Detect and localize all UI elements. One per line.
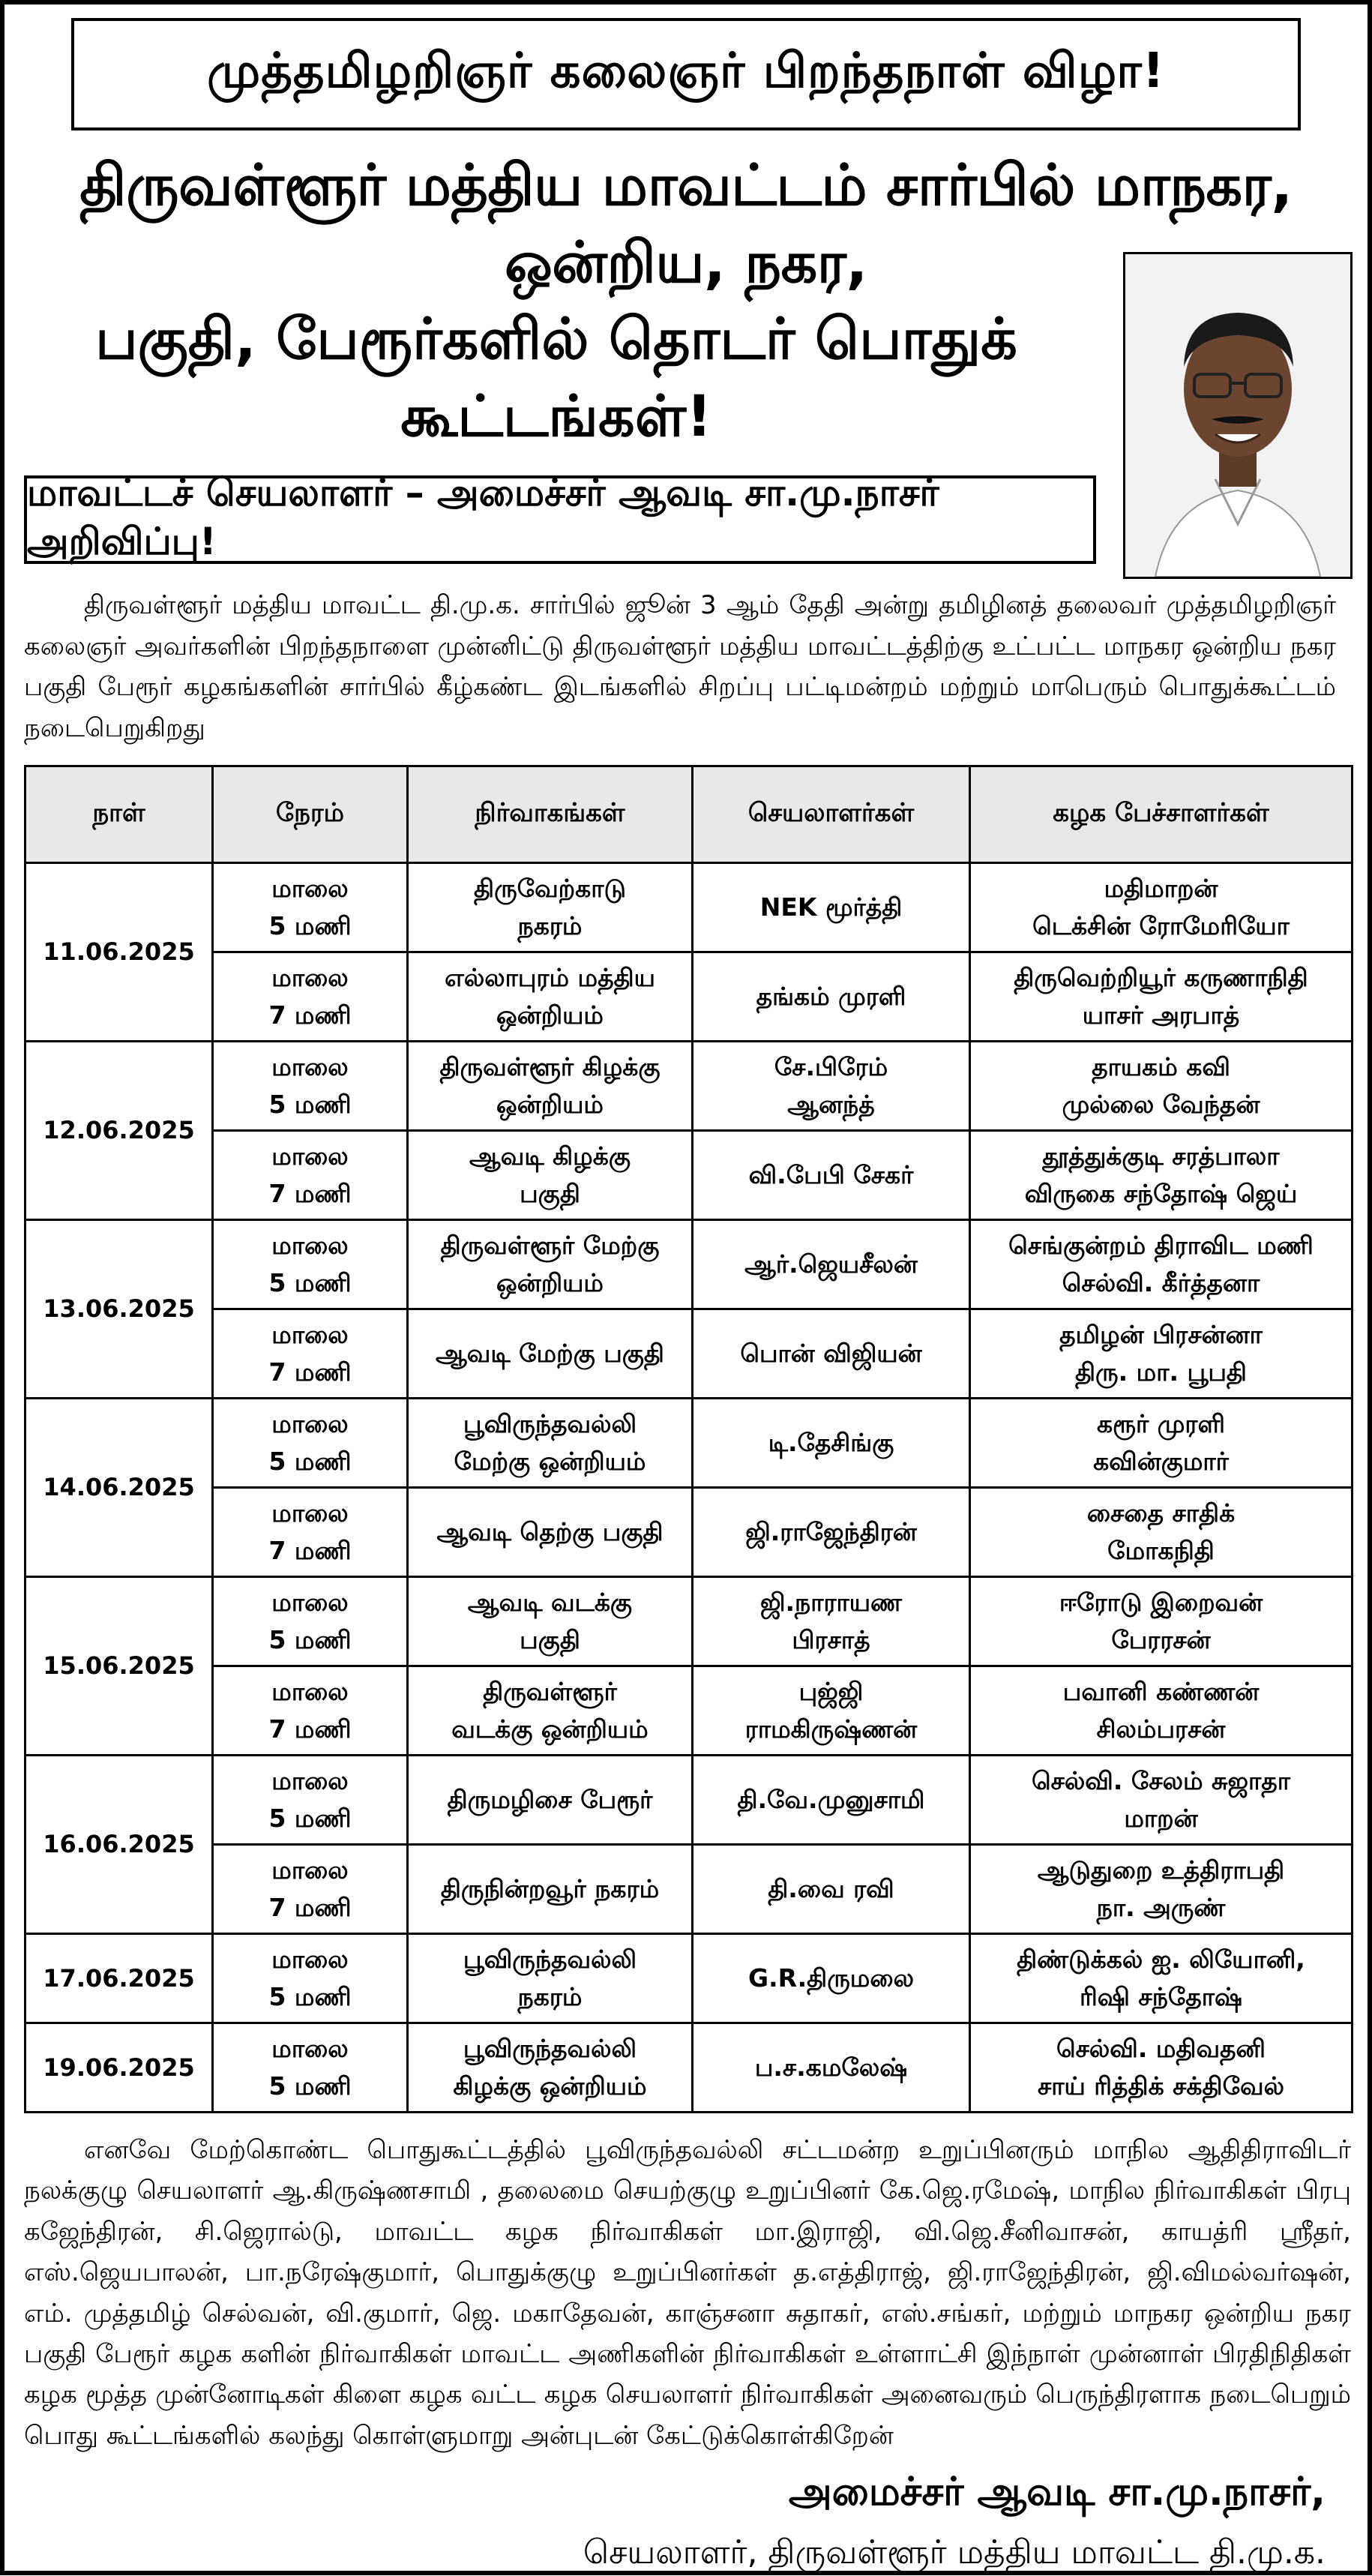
schedule-body: [25, 862, 1353, 2112]
speakers-cell: [970, 1755, 1353, 1844]
unit-cell-line: ஆவடி வடக்கு: [467, 1588, 633, 1618]
secretary-cell: [693, 1398, 970, 1487]
unit-cell-line: எல்லாபுரம் மத்திய: [445, 963, 655, 993]
table-row: [25, 1844, 1353, 1933]
unit-cell: [408, 2023, 693, 2112]
time-cell-line: 5 மணி: [268, 1089, 352, 1119]
secretary-cell-line: தங்கம் முரளி: [756, 982, 906, 1012]
header-unit: நிர்வாகங்கள்: [408, 766, 693, 862]
time-cell-line: மாலை: [271, 1231, 349, 1261]
speakers-cell: [970, 1309, 1353, 1398]
time-cell: [213, 1755, 408, 1844]
secretary-cell-line: ஆனந்த்: [787, 1089, 875, 1119]
speakers-cell-line: ஆடுதுறை உத்திராபதி: [1037, 1855, 1285, 1885]
secretary-cell: [693, 1844, 970, 1933]
speakers-cell-line: ரிஷி சந்தோஷ்: [1080, 1981, 1242, 2011]
portrait-photo: [1123, 252, 1353, 579]
date-cell: 14.06.2025: [25, 1398, 213, 1576]
table-row: [25, 1309, 1353, 1398]
unit-cell-line: பூவிருந்தவல்லி: [463, 1409, 637, 1439]
top-banner: [71, 18, 1301, 130]
secretary-cell-line: தி.வே.முனுசாமி: [737, 1785, 925, 1815]
unit-cell: [408, 1219, 693, 1309]
date-cell: 17.06.2025: [25, 1933, 213, 2023]
unit-cell-line: திருவேற்காடு: [474, 874, 626, 904]
speakers-cell: [970, 1130, 1353, 1219]
table-row: [25, 1933, 1353, 2023]
speakers-cell-line: முல்லை வேந்தன்: [1062, 1089, 1260, 1119]
speakers-cell: [970, 1844, 1353, 1933]
time-cell-line: 5 மணி: [268, 1624, 352, 1654]
time-cell-line: 7 மணி: [268, 1535, 352, 1565]
unit-cell-line: ஒன்றியம்: [496, 1000, 604, 1030]
speakers-cell-line: நா. அருண்: [1096, 1892, 1226, 1922]
time-cell-line: மாலை: [271, 1588, 349, 1618]
time-cell-line: 7 மணி: [268, 1357, 352, 1387]
time-cell: [213, 1309, 408, 1398]
secretary-cell-line: புஜ்ஜி: [798, 1677, 864, 1707]
unit-cell: [408, 1755, 693, 1844]
secretary-cell: [693, 1933, 970, 2023]
speakers-cell: [970, 1666, 1353, 1755]
time-cell: [213, 1666, 408, 1755]
secretary-cell-line: ஜி.நாராயண: [759, 1588, 903, 1618]
unit-cell-line: ஆவடி தெற்கு பகுதி: [436, 1517, 664, 1547]
date-cell: 19.06.2025: [25, 2023, 213, 2112]
unit-cell-line: திருவள்ளூர் மேற்கு: [440, 1231, 660, 1261]
time-cell-line: மாலை: [271, 1320, 349, 1350]
time-cell-line: 7 மணி: [268, 1178, 352, 1208]
time-cell-line: மாலை: [271, 1945, 349, 1975]
unit-cell: [408, 952, 693, 1041]
time-cell-line: 7 மணி: [268, 1714, 352, 1744]
unit-cell-line: ஆவடி கிழக்கு: [469, 1141, 631, 1171]
unit-cell-line: திருநின்றவூர் நகரம்: [440, 1874, 660, 1904]
speakers-cell-line: தமிழன் பிரசன்னா: [1059, 1320, 1263, 1350]
announcement-box: [24, 471, 1096, 564]
secretary-cell: [693, 1576, 970, 1666]
secretary-cell: [693, 952, 970, 1041]
signature-block: [24, 2470, 1348, 2576]
signatory-title: செயலாளர், திருவள்ளூர் மத்திய மாவட்ட தி.மு.க.: [583, 2533, 1326, 2572]
time-cell-line: மாலை: [271, 2034, 349, 2064]
time-cell-line: மாலை: [271, 963, 349, 993]
time-cell: [213, 1933, 408, 2023]
unit-cell: [408, 1487, 693, 1576]
unit-cell: [408, 1130, 693, 1219]
table-row: [25, 1130, 1353, 1219]
secretary-cell: [693, 1755, 970, 1844]
secretary-cell-line: ஜி.ராஜேந்திரன்: [745, 1517, 917, 1547]
secretary-cell: [693, 1041, 970, 1130]
banner-title: முத்தமிழறிஞர் கலைஞர் பிறந்தநாள் விழா!: [207, 43, 1165, 99]
table-row: [25, 1755, 1353, 1844]
time-cell-line: மாலை: [271, 1409, 349, 1439]
header-date: நாள்: [25, 766, 213, 862]
header-time: நேரம்: [213, 766, 408, 862]
unit-cell: [408, 1666, 693, 1755]
unit-cell-line: திருவள்ளூர்: [483, 1677, 617, 1707]
secretary-cell-line: ராமகிருஷ்ணன்: [744, 1714, 918, 1744]
speakers-cell-line: மோகநிதி: [1107, 1535, 1215, 1565]
unit-cell-line: பகுதி: [520, 1178, 580, 1208]
secretary-cell-line: ஆர்.ஜெயசீலன்: [744, 1249, 918, 1279]
table-row: [25, 1041, 1353, 1130]
secretary-cell: [693, 1219, 970, 1309]
unit-cell: [408, 1398, 693, 1487]
speakers-cell-line: கரூர் முரளி: [1097, 1409, 1225, 1439]
date-cell: 15.06.2025: [25, 1576, 213, 1755]
secretary-cell: [693, 862, 970, 952]
speakers-cell-line: திருவெற்றியூர் கருணாநிதி: [1014, 963, 1308, 993]
speakers-cell: [970, 2023, 1353, 2112]
unit-cell-line: திருவள்ளூர் கிழக்கு: [439, 1052, 661, 1082]
secretary-cell-line: G.R.திருமலை: [748, 1963, 914, 1993]
table-row: [25, 1398, 1353, 1487]
secretary-cell-line: வி.பேபி சேகர்: [748, 1160, 914, 1190]
secretary-cell-line: ப.ச.கமலேஷ்: [754, 2053, 908, 2083]
speakers-cell: [970, 1933, 1353, 2023]
speakers-cell-line: தாயகம் கவி: [1092, 1052, 1230, 1082]
time-cell: [213, 1576, 408, 1666]
speakers-cell-line: சைதை சாதிக்: [1086, 1498, 1236, 1528]
unit-cell: [408, 862, 693, 952]
schedule-table: [24, 765, 1353, 2113]
unit-cell-line: வடக்கு ஒன்றியம்: [451, 1714, 649, 1744]
date-cell: 11.06.2025: [25, 862, 213, 1041]
time-cell-line: 5 மணி: [268, 910, 352, 940]
secretary-cell: [693, 1487, 970, 1576]
secretary-cell-line: பொன் விஜியன்: [740, 1339, 922, 1369]
time-cell-line: 5 மணி: [268, 1803, 352, 1833]
table-row: [25, 952, 1353, 1041]
speakers-cell-line: கவின்குமார்: [1093, 1446, 1229, 1476]
speakers-cell-line: மதிமாறன்: [1104, 874, 1218, 904]
time-cell-line: மாலை: [271, 1498, 349, 1528]
date-cell: 16.06.2025: [25, 1755, 213, 1933]
speakers-cell: [970, 1219, 1353, 1309]
closing-paragraph: எனவே மேற்கொண்ட பொதுகூட்டத்தில் பூவிருந்தவல்லி சட்டமன்ற உறுப்பினரும் மாநில ஆதிதிராவிடர் நலக்குழு செயலாளர் ஆ.கிருஷ்ணசாமி , தலைமை செயற்குழு உறுப்பினர் கே.ஜெ.ரமேஷ், மாநில நிர்வாகிகள் பிரபு கஜேந்திரன், சி.ஜெரால்டு, மாவட்ட கழக நிர்வாகிகள் மா.இராஜி, வி.ஜெ.சீனிவாசன், காயத்ரி ஸ்ரீதர், எஸ்.ஜெயபாலன், பா.நரேஷ்குமார், பொதுக்குழு உறுப்பினர்கள் த.எத்திராஜ், ஜி.ராஜேந்திரன், ஜி.விமல்வர்ஷன், எம். முத்தமிழ் செல்வன், வி.குமார், ஜெ. மகாதேவன், காஞ்சனா சுதாகர், எஸ்.சங்கர், மற்றும் மாநகர ஒன்றிய நகர பகுதி பேரூர் கழக களின் நிர்வாகிகள் மாவட்ட அணிகளின் நிர்வாகிகள் உள்ளாட்சி இந்நாள் முன்னாள் பிரதிநிதிகள் கழக மூத்த முன்னோடிகள் கிளை கழக வட்ட கழக செயலாளர் நிர்வாகிகள் அனைவரும் பெருந்திரளாக நடைபெறும் பொது கூட்டங்களில் கலந்து கொள்ளுமாறு அன்புடன் கேட்டுக்கொள்கிறேன்: [24, 2134, 1351, 2451]
time-cell: [213, 1219, 408, 1309]
unit-cell-line: நகரம்: [517, 910, 583, 940]
secretary-cell-line: NEK மூர்த்தி: [759, 892, 903, 922]
time-cell: [213, 1844, 408, 1933]
unit-cell: [408, 1309, 693, 1398]
speakers-cell-line: சாய் ரித்திக் சக்திவேல்: [1037, 2071, 1284, 2101]
time-cell-line: மாலை: [271, 1141, 349, 1171]
time-cell: [213, 862, 408, 952]
header-speakers: கழக பேச்சாளர்கள்: [970, 766, 1353, 862]
speakers-cell-line: திரு. மா. பூபதி: [1075, 1357, 1247, 1387]
secretary-cell-line: பிரசாத்: [792, 1624, 870, 1654]
table-row: [25, 1576, 1353, 1666]
table-row: [25, 1487, 1353, 1576]
announcement-text: மாவட்டச் செயலாளர் – அமைச்சர் ஆவடி சா.மு.நாசர் அறிவிப்பு!: [27, 471, 939, 564]
speakers-cell-line: மாறன்: [1124, 1803, 1198, 1833]
time-cell-line: மாலை: [271, 1052, 349, 1082]
time-cell: [213, 952, 408, 1041]
speakers-cell-line: ஈரோடு இறைவன்: [1059, 1588, 1263, 1618]
speakers-cell-line: செங்குன்றம் திராவிட மணி: [1008, 1231, 1314, 1261]
speakers-cell-line: செல்வி. கீர்த்தனா: [1062, 1267, 1260, 1297]
signatory-name: அமைச்சர் ஆவடி சா.மு.நாசர்,: [788, 2470, 1326, 2515]
secretary-cell: [693, 1130, 970, 1219]
time-cell: [213, 1130, 408, 1219]
unit-cell-line: மேற்கு ஒன்றியம்: [454, 1446, 646, 1476]
speakers-cell: [970, 952, 1353, 1041]
unit-cell: [408, 1933, 693, 2023]
unit-cell: [408, 1041, 693, 1130]
unit-cell-line: பூவிருந்தவல்லி: [463, 2034, 637, 2064]
secretary-cell: [693, 2023, 970, 2112]
date-cell: 13.06.2025: [25, 1219, 213, 1398]
time-cell-line: மாலை: [271, 1766, 349, 1796]
secretary-cell-line: டி.தேசிங்கு: [768, 1428, 894, 1458]
unit-cell-line: பூவிருந்தவல்லி: [463, 1945, 637, 1975]
portrait-illustration: [1125, 254, 1350, 577]
table-row: [25, 1666, 1353, 1755]
unit-cell-line: ஒன்றியம்: [496, 1089, 604, 1119]
speakers-cell-line: யாசர் அரபாத்: [1082, 1000, 1240, 1030]
unit-cell-line: கிழக்கு ஒன்றியம்: [453, 2071, 647, 2101]
secretary-cell-line: சே.பிரேம்: [774, 1052, 888, 1082]
unit-cell: [408, 1576, 693, 1666]
unit-cell: [408, 1844, 693, 1933]
speakers-cell-line: டெக்சின் ரோமேரியோ: [1032, 910, 1290, 940]
headline-line-2: பகுதி, பேரூர்களில் தொடர் பொதுக் கூட்டங்கள்!: [95, 305, 1017, 449]
date-cell: 12.06.2025: [25, 1041, 213, 1219]
time-cell-line: 5 மணி: [268, 1267, 352, 1297]
time-cell: [213, 2023, 408, 2112]
header-secretary: செயலாளர்கள்: [693, 766, 970, 862]
headline-line-1: திருவள்ளூர் மத்திய மாவட்டம் சார்பில் மாநகர, ஒன்றிய, நகர,: [79, 151, 1293, 295]
table-row: [25, 862, 1353, 952]
time-cell-line: 7 மணி: [268, 1892, 352, 1922]
secretary-cell: [693, 1309, 970, 1398]
secretary-cell-line: தி.வை ரவி: [768, 1874, 894, 1904]
unit-cell-line: பகுதி: [520, 1624, 580, 1654]
speakers-cell-line: தூத்துக்குடி சரத்பாலா: [1042, 1141, 1280, 1171]
speakers-cell-line: சிலம்பரசன்: [1096, 1714, 1226, 1744]
time-cell-line: 5 மணி: [268, 1446, 352, 1476]
unit-cell-line: திருமழிசை பேரூர்: [447, 1785, 653, 1815]
time-cell-line: மாலை: [271, 1855, 349, 1885]
speakers-cell-line: விருகை சந்தோஷ் ஜெய்: [1024, 1178, 1298, 1208]
table-row: [25, 2023, 1353, 2112]
unit-cell-line: ஒன்றியம்: [496, 1267, 604, 1297]
speakers-cell: [970, 862, 1353, 952]
time-cell: [213, 1398, 408, 1487]
intro-paragraph: திருவள்ளூர் மத்திய மாவட்ட தி.மு.க. சார்பில் ஜூன் 3 ஆம் தேதி அன்று தமிழினத் தலைவர் முத்தமிழறிஞர் கலைஞர் அவர்களின் பிறந்தநாளை முன்னிட்டு திருவள்ளூர் மத்திய மாவட்டத்திற்கு உட்பட்ட மாநகர ஒன்றிய நகர பகுதி பேரூர் கழகங்களின் சார்பில் கீழ்கண்ட இடங்களில் சிறப்பு பட்டிமன்றம் மற்றும் மாபெரும் பொதுக்கூட்டம் நடைபெறுகிறது: [24, 590, 1337, 743]
speakers-cell-line: செல்வி. சேலம் சுஜாதா: [1031, 1766, 1291, 1796]
table-row: [25, 1219, 1353, 1309]
time-cell: [213, 1041, 408, 1130]
time-cell-line: 7 மணி: [268, 1000, 352, 1030]
time-cell-line: 5 மணி: [268, 2071, 352, 2101]
speakers-cell: [970, 1487, 1353, 1576]
speakers-cell: [970, 1398, 1353, 1487]
time-cell: [213, 1487, 408, 1576]
speakers-cell-line: செல்வி. மதிவதனி: [1056, 2034, 1266, 2064]
secretary-cell: [693, 1666, 970, 1755]
unit-cell-line: நகரம்: [517, 1981, 583, 2011]
speakers-cell-line: பவானி கண்ணன்: [1062, 1677, 1260, 1707]
speakers-cell: [970, 1041, 1353, 1130]
time-cell-line: மாலை: [271, 874, 349, 904]
speakers-cell-line: திண்டுக்கல் ஐ. லியோனி,: [1017, 1945, 1305, 1975]
time-cell-line: மாலை: [271, 1677, 349, 1707]
unit-cell-line: ஆவடி மேற்கு பகுதி: [436, 1339, 664, 1369]
time-cell-line: 5 மணி: [268, 1981, 352, 2011]
table-header-row: [25, 766, 1353, 862]
speakers-cell: [970, 1576, 1353, 1666]
speakers-cell-line: பேரரசன்: [1111, 1624, 1211, 1654]
